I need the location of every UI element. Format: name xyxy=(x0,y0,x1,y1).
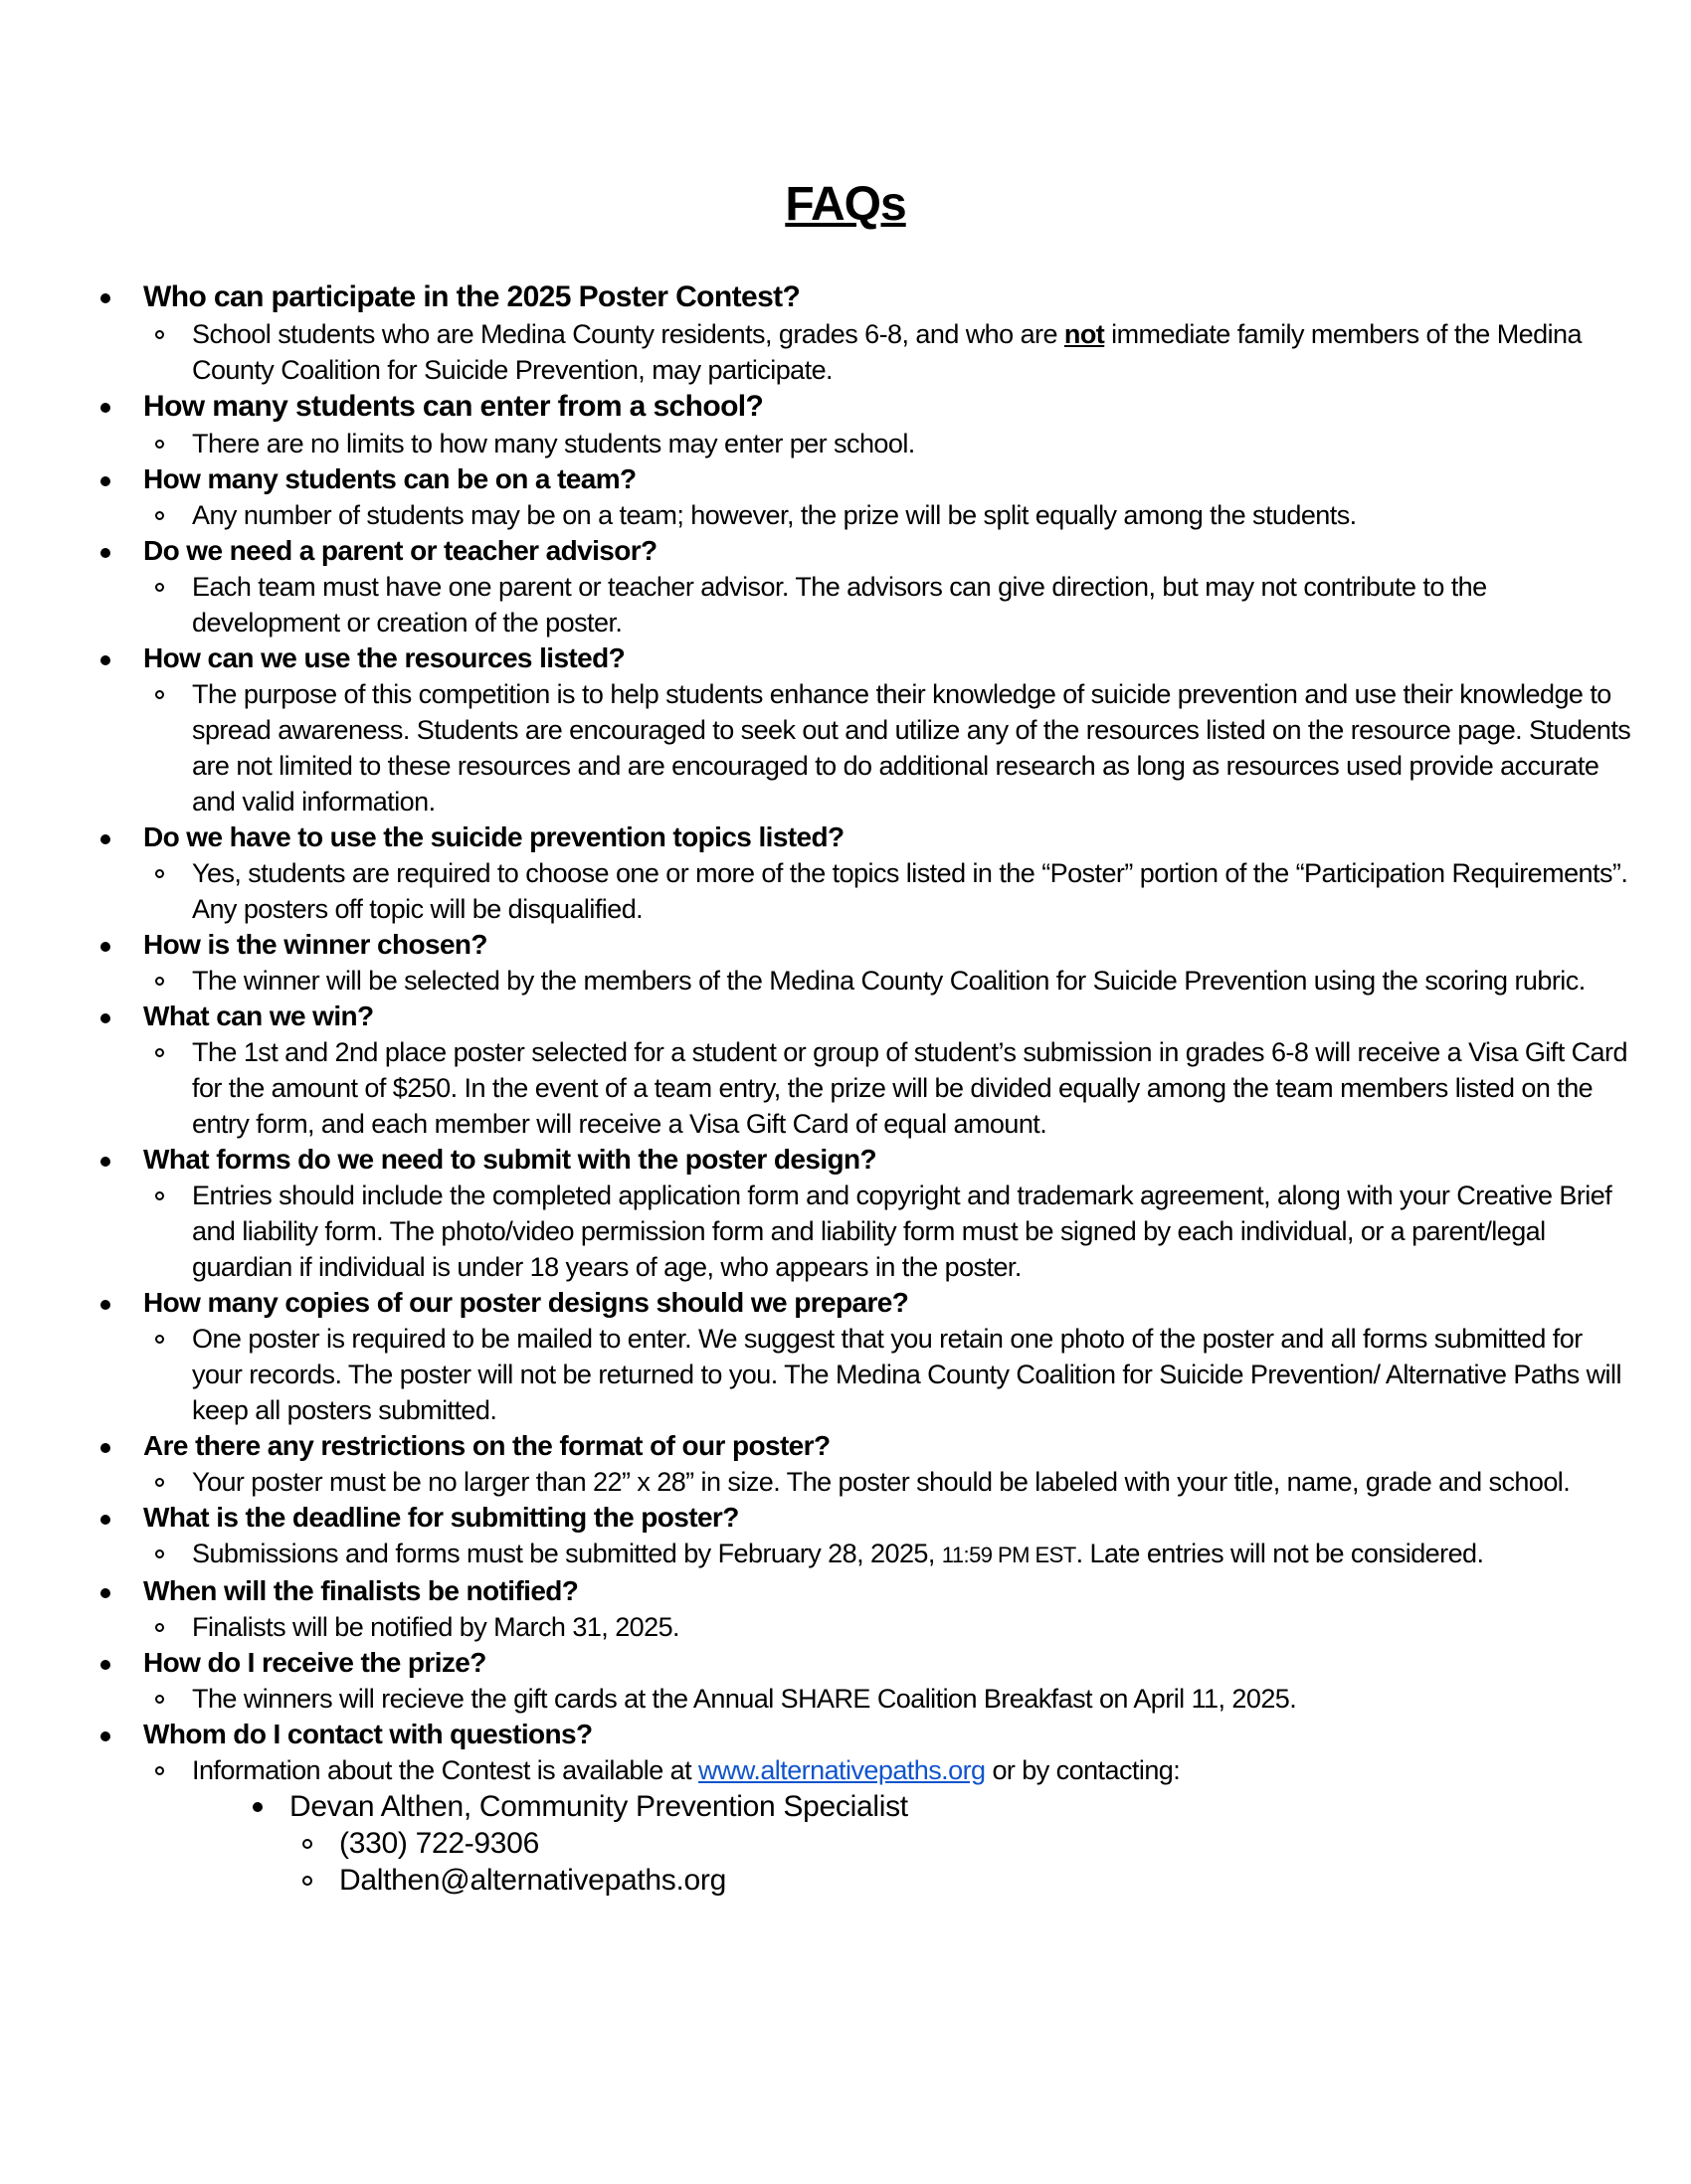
faq-question: How do I receive the prize? xyxy=(99,1645,1631,1681)
contact-name: Devan Althen, Community Prevention Specialist xyxy=(99,1788,1631,1825)
faq-question: How many students can enter from a school? xyxy=(99,388,1631,426)
page-title: FAQs xyxy=(785,178,906,231)
faq-question: How is the winner chosen? xyxy=(99,927,1631,963)
faq-question: Are there any restrictions on the format of our poster? xyxy=(99,1428,1631,1464)
contact-email: Dalthen@alternativepaths.org xyxy=(99,1862,1631,1899)
faq-answer: Any number of students may be on a team; however, the prize will be split equally among the students. xyxy=(99,497,1631,533)
faq-question: What is the deadline for submitting the poster? xyxy=(99,1500,1631,1536)
faq-question: Who can participate in the 2025 Poster Contest? xyxy=(99,278,1631,316)
faq-answer: The 1st and 2nd place poster selected for a student or group of student’s submission in grades 6-8 will receive a Visa Gift Card for the amount of $250. In the event of a team entry, the prize will be divided equally among the team members listed on the entry form, and each member will receive a Visa Gift Card of equal amount. xyxy=(99,1034,1631,1142)
contact-phone: (330) 722-9306 xyxy=(99,1825,1631,1862)
faq-answer: Finalists will be notified by March 31, 2025. xyxy=(99,1609,1631,1645)
faq-question: What can we win? xyxy=(99,999,1631,1034)
faq-answer: School students who are Medina County residents, grades 6-8, and who are not immediate family members of the Medina County Coalition for Suicide Prevention, may participate. xyxy=(99,316,1631,388)
faq-question: Do we have to use the suicide prevention topics listed? xyxy=(99,819,1631,855)
faq-answer: The winners will recieve the gift cards at the Annual SHARE Coalition Breakfast on April 11, 2025. xyxy=(99,1681,1631,1717)
contact-block xyxy=(99,1788,1631,1899)
faq-answer: Yes, students are required to choose one or more of the topics listed in the “Poster” portion of the “Participation Requirements”. Any posters off topic will be disqualified. xyxy=(99,855,1631,927)
website-link[interactable]: www.alternativepaths.org xyxy=(698,1755,986,1785)
faq-answer: Each team must have one parent or teacher advisor. The advisors can give direction, but may not contribute to the development or creation of the poster. xyxy=(99,569,1631,640)
faq-answer: One poster is required to be mailed to enter. We suggest that you retain one photo of the poster and all forms submitted for your records. The poster will not be returned to you. The Medina County Coalition for Suicide Prevention/ Alternative Paths will keep all posters submitted. xyxy=(99,1321,1631,1428)
emphasis-not: not xyxy=(1063,319,1105,349)
faq-answer: Entries should include the completed application form and copyright and trademark agreement, along with your Creative Brief and liability form. The photo/video permission form and liability form must be signed by each individual, or a parent/legal guardian if individual is under 18 years of age, who appears in the poster. xyxy=(99,1178,1631,1285)
faq-question: Do we need a parent or teacher advisor? xyxy=(99,533,1631,569)
faq-answer: Information about the Contest is available at www.alternativepaths.org or by contacting: xyxy=(99,1752,1631,1788)
faq-question: What forms do we need to submit with the poster design? xyxy=(99,1142,1631,1178)
faq-question: Whom do I contact with questions? xyxy=(99,1717,1631,1752)
faq-question: When will the finalists be notified? xyxy=(99,1573,1631,1609)
faq-answer: Submissions and forms must be submitted by February 28, 2025, 11:59 PM EST. Late entries will not be considered. xyxy=(99,1536,1631,1573)
faq-question: How many students can be on a team? xyxy=(99,461,1631,497)
faq-answer: There are no limits to how many students may enter per school. xyxy=(99,426,1631,461)
faq-question: How can we use the resources listed? xyxy=(99,640,1631,676)
faq-answer: Your poster must be no larger than 22” x 28” in size. The poster should be labeled with your title, name, grade and school. xyxy=(99,1464,1631,1500)
faq-answer: The purpose of this competition is to help students enhance their knowledge of suicide prevention and use their knowledge to spread awareness. Students are encouraged to seek out and utilize any of the resources listed on the resource page. Students are not limited to these resources and are encouraged to do additional research as long as resources used provide accurate and valid information. xyxy=(99,676,1631,819)
faq-question: How many copies of our poster designs should we prepare? xyxy=(99,1285,1631,1321)
faq-list xyxy=(99,278,1631,1899)
faq-answer: The winner will be selected by the members of the Medina County Coalition for Suicide Prevention using the scoring rubric. xyxy=(99,963,1631,999)
